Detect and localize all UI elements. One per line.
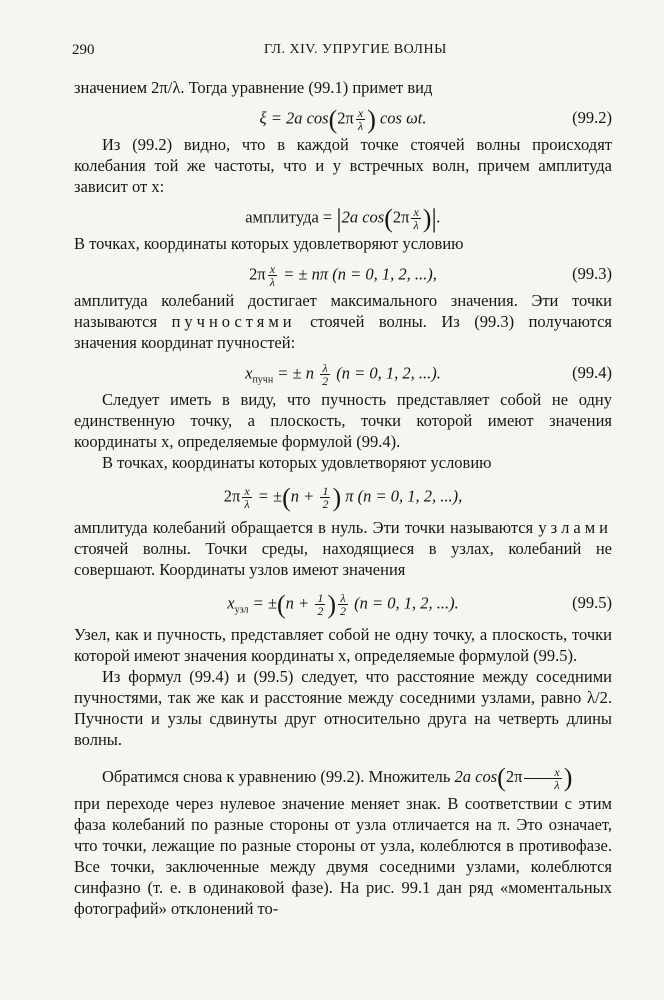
- formula-99-2: ξ = 2a cos(2π $\frac{x}{\lambda}$ ) cos ωt. (99.2): [259, 105, 612, 134]
- paragraph: В точках, координаты которых удовлетворяют условию: [74, 234, 464, 253]
- paragraph: амплитуда колебаний достигает максимального значения. Эти точки называются пучностями стоячей волны. Из (99.3) получаются значения координат пучностей:: [74, 291, 613, 352]
- paragraph: амплитуда колебаний обращается в нуль. Эти точки называются узлами стоячей волны. Точки среды, находящиеся в узлах, колебаний не совершают. Координаты узлов имеют значения: [74, 518, 612, 579]
- formula-nodes-condition: 2π $\frac{x}{\lambda}$ = ±(n + $\frac{1}{2}$ ) π (n = 0, 1, 2, ...),: [223, 483, 463, 512]
- paragraph: Из формул (99.4) и (99.5) следует, что расстояние между соседними пучностями, так же как и расстояние между соседними узлами, равно λ/2. Пучности и узлы сдвинуты друг относительно друга на четверть длины волны.: [74, 667, 612, 749]
- formula-amplitude: амплитуда = |2a cos(2π $\frac{x}{\lambda}$ )|.: [245, 204, 441, 233]
- page-number: 290: [72, 42, 95, 58]
- paragraph: Из (99.2) видно, что в каждой точке стоячей волны происходят колебания той же частоты, что и у встречных волн, причем амплитуда зависит от x:: [74, 135, 612, 196]
- page-body: [74, 77, 612, 919]
- inline-formula: 2a cos(2π $\frac{x}{\lambda}$ ): [454, 763, 573, 793]
- paragraph: значением 2π/λ. Тогда уравнение (99.1) примет вид: [74, 78, 433, 97]
- equation-number: (99.3): [572, 264, 612, 283]
- paragraph: Следует иметь в виду, что пучность представляет собой не одну единственную точку, а плоскость, точки которой имеют значения координаты x, определяемые формулой (99.4).: [74, 390, 612, 451]
- page-header: [72, 42, 604, 64]
- paragraph: Обратимся снова к уравнению (99.2). Множитель 2a cos(2π $\frac{x}{\lambda}$ ): [102, 763, 573, 793]
- formula-99-3: 2π $\frac{x}{\lambda}$ = ± nπ (n = 0, 1, 2, ...), (99.3): [249, 262, 612, 289]
- running-title: ГЛ. XIV. УПРУГИЕ ВОЛНЫ: [264, 42, 447, 57]
- equation-number: (99.2): [572, 108, 612, 127]
- equation-number: (99.4): [572, 363, 612, 382]
- paragraph: при переходе через нулевое значение меняет знак. В соответствии с этим фаза колебаний по разные стороны от узла отличается на π. Это означает, что точки, лежащие по разные стороны от узла, колеблются в противофазе. Все точки, заключенные между двумя соседними узлами, колеблются синфазно (т. е. в одинаковой фазе). На рис. 99.1 дан ряд «моментальных фотографий» отклонений то-: [74, 794, 612, 919]
- paragraph: Узел, как и пучность, представляет собой не одну точку, а плоскость, точки которой имеют значения координаты x, определяемые формулой (99.5).: [74, 625, 612, 665]
- formula-99-5: $x_{узл} = \pm(n$ + $\frac{1}{2}$ ) $\frac{\lambda}{2}$ (n = 0, 1, 2, ...). (99.5): [227, 590, 612, 619]
- equation-number: (99.5): [572, 593, 612, 612]
- formula-99-4: $x_{пучн}$ = ± n $\frac{\lambda}{2}$ (n = 0, 1, 2, ...). (99.4): [245, 361, 612, 388]
- paragraph: В точках, координаты которых удовлетворяют условию: [102, 453, 492, 472]
